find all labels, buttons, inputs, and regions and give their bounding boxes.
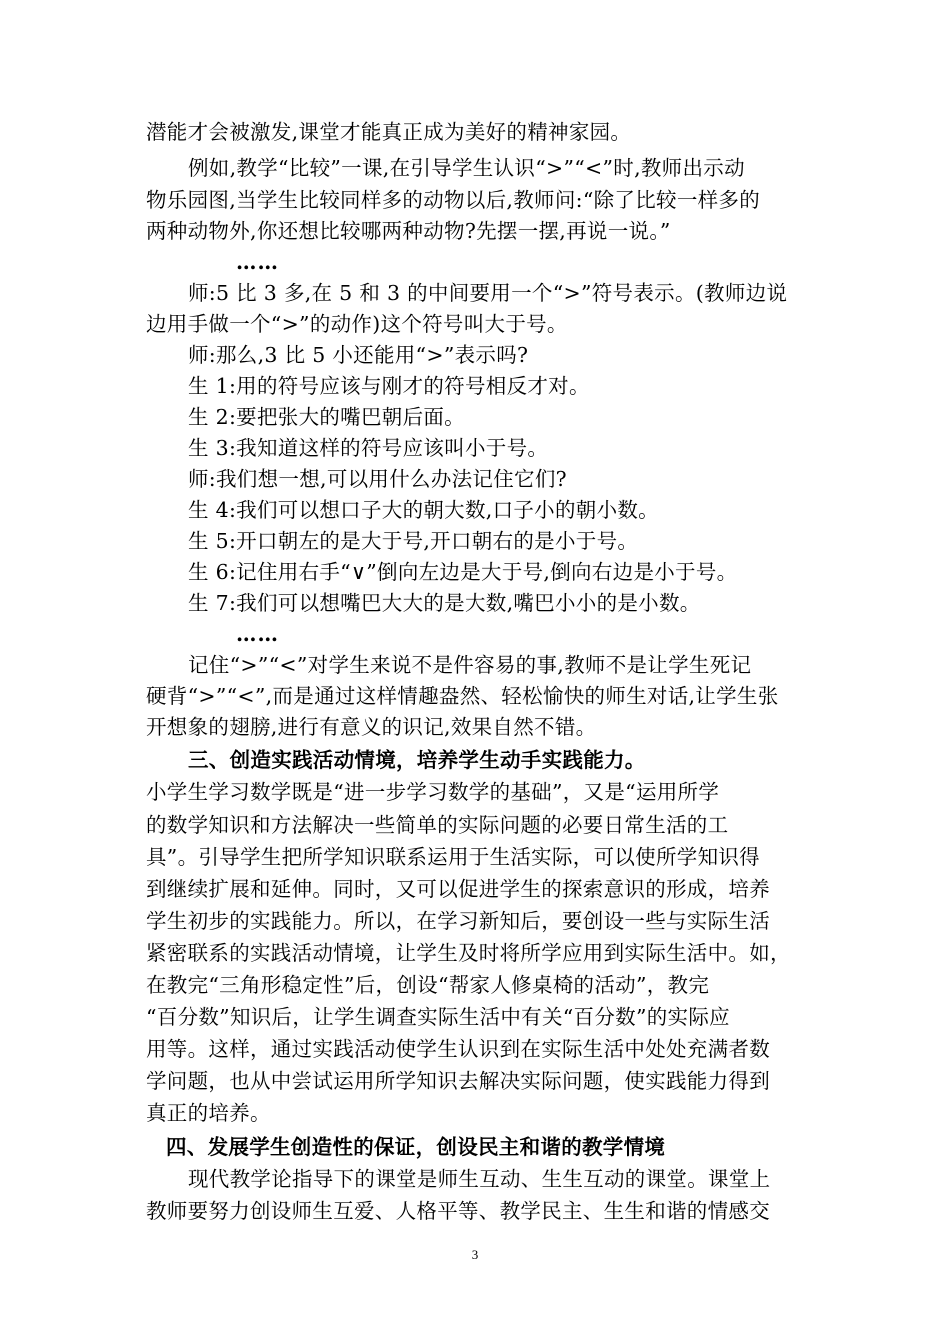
- page-number: 3: [471, 1247, 479, 1262]
- section-heading: 四、发展学生创造性的保证，创设民主和谐的教学情境: [166, 1135, 666, 1159]
- text-line: 现代教学论指导下的课堂是师生互动、生生互动的课堂。课堂上: [188, 1167, 771, 1191]
- text-line: 生 5:开口朝左的是大于号,开口朝右的是小于号。: [188, 529, 639, 553]
- text-line: 开想象的翅膀,进行有意义的识记,效果自然不错。: [146, 715, 597, 739]
- text-line: 用等。这样，通过实践活动使学生认识到在实际生活中处处充满者数: [146, 1037, 770, 1061]
- section-heading: 三、创造实践活动情境，培养学生动手实践能力。: [188, 748, 646, 772]
- text-line: 物乐园图,当学生比较同样多的动物以后,教师问:“除了比较一样多的: [146, 188, 761, 212]
- text-line: 记住“>”“<”对学生来说不是件容易的事,教师不是让学生死记: [188, 653, 752, 677]
- text-line: 师:我们想一想,可以用什么办法记住它们?: [188, 467, 567, 491]
- text-line: 师:那么,3 比 5 小还能用“>”表示吗?: [188, 343, 529, 367]
- text-line: 生 4:我们可以想口子大的朝大数,口子小的朝小数。: [188, 498, 659, 522]
- text-line: 师:5 比 3 多,在 5 和 3 的中间要用一个“>”符号表示。(教师边说: [188, 281, 788, 305]
- text-line: 到继续扩展和延伸。同时，又可以促进学生的探索意识的形成，培养: [146, 877, 770, 901]
- text-line: 小学生学习数学既是“进一步学习数学的基础”，又是“运用所学: [146, 780, 720, 804]
- text-line: 教师要努力创设师生互爱、人格平等、教学民主、生生和谐的情感交: [146, 1199, 770, 1223]
- text-line: 生 6:记住用右手“∨”倒向左边是大于号,倒向右边是小于号。: [188, 560, 738, 584]
- text-line: 边用手做一个“>”的动作)这个符号叫大于号。: [146, 312, 568, 336]
- text-line: 硬背“>”“<”,而是通过这样情趣盎然、轻松愉快的师生对话,让学生张: [146, 684, 779, 708]
- text-line: 生 3:我知道这样的符号应该叫小于号。: [188, 436, 549, 460]
- text-line: 学问题，也从中尝试运用所学知识去解决实际问题，使实践能力得到: [146, 1069, 770, 1093]
- text-line: 例如,教学“比较”一课,在引导学生认识“>”“<”时,教师出示动: [188, 156, 745, 180]
- text-line: 生 7:我们可以想嘴巴大大的是大数,嘴巴小小的是小数。: [188, 591, 701, 615]
- text-line: 真正的培养。: [146, 1101, 271, 1125]
- text-line: 两种动物外,你还想比较哪两种动物?先摆一摆,再说一说。”: [146, 219, 671, 243]
- text-line: 的数学知识和方法解决一些简单的实际问题的必要日常生活的工: [146, 813, 729, 837]
- text-line: “百分数”知识后，让学生调查实际生活中有关“百分数”的实际应: [146, 1005, 730, 1029]
- text-line: 生 1:用的符号应该与刚才的符号相反才对。: [188, 374, 590, 398]
- text-line: 潜能才会被激发,课堂才能真正成为美好的精神家园。: [146, 120, 632, 144]
- text-line: 紧密联系的实践活动情境，让学生及时将所学应用到实际生活中。如，: [146, 941, 791, 965]
- text-line: 在教完“三角形稳定性”后，创设“帮家人修桌椅的活动”，教完: [146, 973, 710, 997]
- text-line: 生 2:要把张大的嘴巴朝后面。: [188, 405, 465, 429]
- text-line: 学生初步的实践能力。所以，在学习新知后，要创设一些与实际生活: [146, 909, 770, 933]
- text-line: 具”。引导学生把所学知识联系运用于生活实际，可以使所学知识得: [146, 845, 760, 869]
- ellipsis: ……: [236, 250, 279, 274]
- ellipsis: ……: [236, 622, 279, 646]
